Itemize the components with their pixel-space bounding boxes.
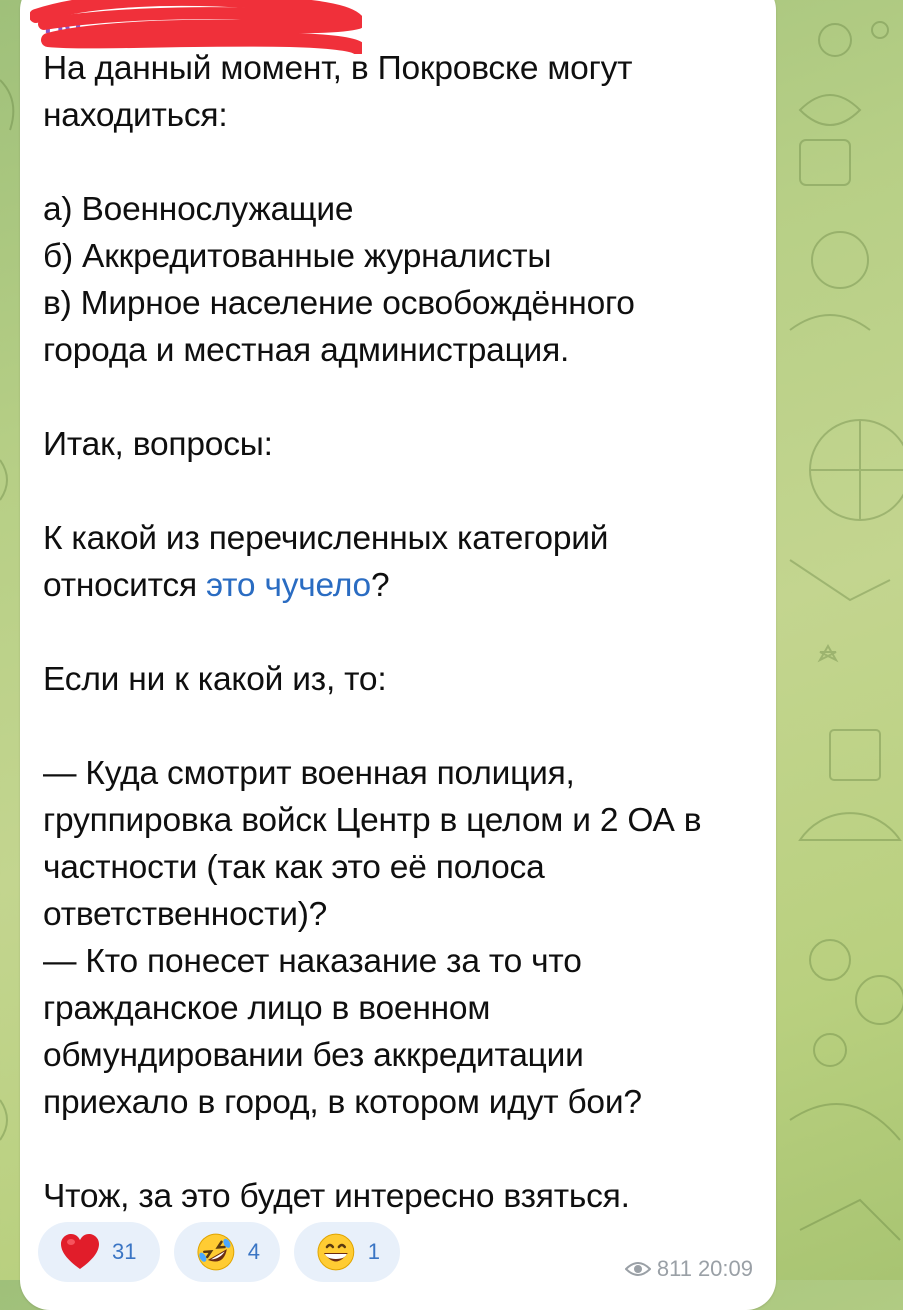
message-line <box>43 374 763 421</box>
message-line: Чтож, за это будет интересно взяться. <box>43 1178 630 1215</box>
message-line <box>43 1126 763 1173</box>
eye-icon <box>625 1260 651 1278</box>
message-line: На данный момент, в Покровске могут <box>43 50 633 87</box>
message-line-with-link <box>43 562 763 609</box>
message-line: а) Военнослужащие <box>43 191 354 228</box>
message-line: б) Аккредитованные журналисты <box>43 238 552 275</box>
message-line: частности (так как это её полоса <box>43 849 545 886</box>
message-line: — Куда смотрит военная полиция, <box>43 755 575 792</box>
reaction-count: 1 <box>367 1239 380 1264</box>
question-suffix: ? <box>371 567 390 604</box>
message-line: города и местная администрация. <box>43 332 570 369</box>
message-line: в) Мирное население освобождённого <box>43 285 635 322</box>
rolling-on-floor-laughing-icon <box>196 1232 236 1272</box>
message-line: находиться: <box>43 97 228 134</box>
message-line <box>43 703 763 750</box>
reaction-count: 4 <box>247 1239 260 1264</box>
reactions-bar <box>38 1222 400 1282</box>
message-time: 20:09 <box>697 1256 753 1281</box>
message-line <box>43 609 763 656</box>
grinning-face-icon <box>316 1232 356 1272</box>
message-line: Если ни к какой из, то: <box>43 661 387 698</box>
message-line: Итак, вопросы: <box>43 426 273 463</box>
reaction-rofl-button[interactable] <box>174 1222 280 1282</box>
sender-name[interactable]: По... <box>44 8 105 39</box>
message-line: обмундировании без аккредитации <box>43 1037 584 1074</box>
view-count: 811 <box>656 1256 692 1281</box>
reaction-heart-button[interactable] <box>38 1222 160 1282</box>
reaction-count: 31 <box>112 1239 137 1264</box>
message-line: группировка войск Центр в целом и 2 ОА в <box>43 802 702 839</box>
message-line <box>43 468 763 515</box>
heart-icon <box>60 1233 100 1271</box>
message-line: гражданское лицо в военном <box>43 990 491 1027</box>
message-text <box>43 45 763 1220</box>
reaction-grin-button[interactable] <box>294 1222 400 1282</box>
message-line <box>43 139 763 186</box>
scarecrow-link[interactable]: это чучело <box>206 567 371 604</box>
message-line: ответственности)? <box>43 896 328 933</box>
message-line: приехало в город, в котором идут бои? <box>43 1084 642 1121</box>
message-meta <box>625 1256 753 1282</box>
question-prefix: относится <box>43 567 206 604</box>
message-line: — Кто понесет наказание за то что <box>43 943 582 980</box>
message-line: К какой из перечисленных категорий <box>43 520 609 557</box>
